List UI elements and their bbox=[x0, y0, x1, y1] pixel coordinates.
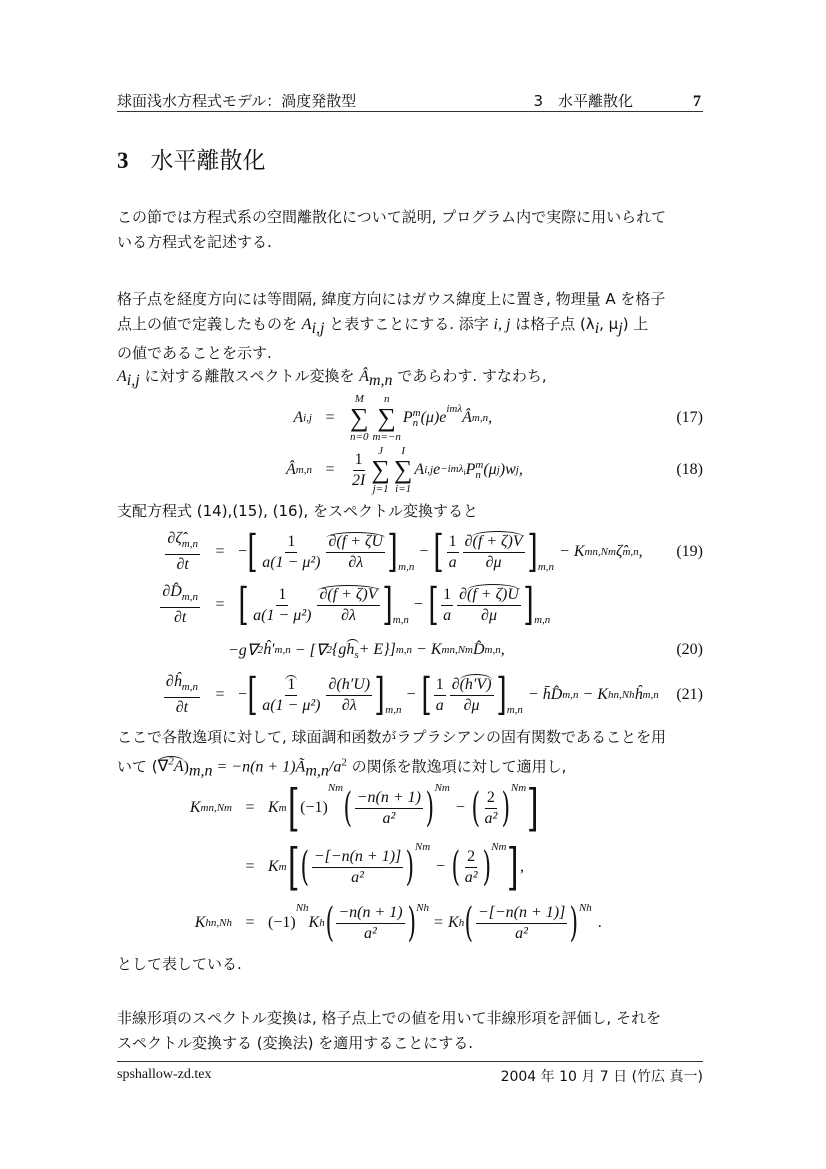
math-token: 1 bbox=[434, 676, 446, 696]
math-token: m bbox=[412, 407, 421, 419]
math-token: 水平離散化 bbox=[150, 148, 266, 174]
math-token: − bbox=[238, 686, 248, 703]
math-token: 2 bbox=[341, 756, 347, 769]
equation-number-19: (19) bbox=[676, 543, 703, 560]
math-token: m,n bbox=[181, 681, 198, 694]
math-token: ∂ bbox=[451, 675, 460, 693]
equation-k-m-2: = K m [ ( −[−n(n + 1)] a² ) Nm − ( 2 a² ) Nm ] , bbox=[117, 839, 703, 895]
math-token: スペクトル変換する (変換法) を適用することにする. bbox=[117, 1034, 474, 1052]
math-token: a bbox=[435, 696, 444, 714]
math-token: m,n bbox=[622, 546, 639, 558]
math-token: Nm bbox=[434, 782, 450, 794]
math-token: − [∇ bbox=[294, 642, 327, 659]
math-token: m,n bbox=[562, 689, 579, 701]
header-rule bbox=[117, 111, 703, 112]
math-token: mn,Nm bbox=[584, 546, 616, 558]
math-token: s bbox=[354, 649, 359, 662]
math-token: {g bbox=[331, 641, 347, 658]
math-token: であらわす. すなわち, bbox=[392, 367, 547, 385]
math-token: = bbox=[245, 858, 255, 875]
math-token: i=1 bbox=[395, 483, 412, 495]
math-token: m,n bbox=[642, 689, 659, 701]
math-token: /a bbox=[328, 758, 342, 776]
math-token: ∂ĥ bbox=[165, 672, 182, 690]
math-token: a² bbox=[484, 809, 498, 827]
equation-20-line-2 bbox=[228, 636, 703, 664]
math-token: − bbox=[406, 686, 416, 703]
math-token: Nm bbox=[414, 841, 431, 853]
math-token: この節では方程式系の空間離散化について説明, プログラム内で実際に用いられて bbox=[117, 208, 667, 226]
math-token: (−1) bbox=[268, 914, 296, 931]
math-token: j bbox=[618, 320, 623, 337]
math-token: n bbox=[383, 393, 390, 405]
math-token: P bbox=[402, 409, 413, 426]
math-token: hn,Nh bbox=[607, 689, 635, 701]
math-token: m,n bbox=[385, 704, 402, 716]
math-token: ∂t bbox=[176, 556, 189, 574]
equation-19: $\partial\zetâ_{m,n}$ ∂t = − [ 1 a(1 − μ²) ∂(f + ζU ∂λ ] m,n − [ 1 a ∂(f + ζ)V ∂μ ] m,n − K mn,Nm ζ̂ m,n , (19) bbox=[167, 526, 703, 577]
math-token: ζ̂ bbox=[615, 543, 623, 560]
math-token: − bbox=[436, 858, 446, 875]
equation-number-20: (20) bbox=[676, 641, 703, 658]
math-token: I bbox=[401, 445, 405, 457]
paragraph-6: として表している. bbox=[117, 955, 242, 973]
math-token: −n(n + 1) bbox=[336, 904, 404, 924]
math-token: − bbox=[419, 543, 429, 560]
math-token: −n(n + 1) bbox=[355, 789, 423, 809]
math-token: −[−n(n + 1)] bbox=[476, 904, 568, 924]
math-token: m bbox=[278, 802, 287, 814]
math-token: m,n bbox=[537, 561, 555, 573]
math-token: いて ( bbox=[117, 757, 158, 776]
math-token: i,j bbox=[424, 464, 434, 476]
math-token: mn,Nm bbox=[200, 802, 232, 814]
math-token: a² bbox=[515, 924, 528, 942]
math-token: n=0 bbox=[350, 431, 369, 443]
math-token: (f + ζ)V bbox=[472, 532, 523, 550]
math-token: m,n bbox=[395, 644, 413, 656]
footer-rule bbox=[117, 1061, 703, 1062]
math-token: ĥ bbox=[634, 686, 643, 703]
math-token: −imλ bbox=[440, 462, 464, 475]
math-token: ∂D̂ bbox=[162, 582, 182, 600]
math-token: Â bbox=[286, 461, 296, 478]
math-token: ) 上 bbox=[622, 315, 649, 333]
math-token: mn,Nm bbox=[441, 644, 473, 656]
math-token: , bbox=[518, 461, 523, 478]
math-token: m,n bbox=[506, 704, 523, 716]
math-token: 2 bbox=[326, 644, 332, 656]
math-token: (μ bbox=[483, 461, 497, 478]
math-token: ) bbox=[183, 758, 189, 776]
equation-21: $\partial ĥ_{m,n}$ ∂t = − [ 1 a(1 − μ²) ∂(h′U) ∂λ ] m,n − [ 1 a ∂(h′V) ∂μ ] m,n − h̄D̂ m,n − K hn,Nh ĥ m,n (21) bbox=[165, 669, 703, 720]
math-token: + E}] bbox=[358, 641, 396, 658]
math-token: m,n bbox=[181, 538, 198, 551]
math-token: m,n bbox=[305, 762, 329, 780]
math-token: −g∇ bbox=[228, 642, 258, 659]
equation-k-h: K hn,Nh = (−1) Nh K h ( −n(n + 1) a² ) Nh = K h ( −[−n(n + 1)] a² ) Nh . bbox=[194, 900, 602, 946]
math-token: K bbox=[268, 799, 279, 816]
math-token: − bbox=[238, 543, 248, 560]
math-token: A bbox=[301, 316, 312, 333]
math-token: (−1) bbox=[300, 799, 328, 816]
math-token: 2 bbox=[485, 789, 497, 809]
math-token: , μ bbox=[599, 315, 619, 333]
math-token: K bbox=[308, 914, 320, 931]
math-token: ∑ bbox=[350, 403, 369, 432]
math-token: a bbox=[443, 606, 452, 624]
math-token: 格子点を経度方向には等間隔, 緯度方向にはガウス緯度上に置き, 物理量 A を格子 bbox=[117, 290, 666, 308]
math-token: − K bbox=[582, 686, 608, 703]
math-token: Â bbox=[359, 368, 369, 385]
math-token: ∂t bbox=[175, 699, 189, 717]
math-token: Nm bbox=[327, 782, 344, 794]
math-token: ∑ bbox=[377, 403, 396, 432]
math-token: A bbox=[173, 758, 184, 776]
math-token: ここで各散逸項に対して, 球面調和函数がラプラシアンの固有関数であることを用 bbox=[117, 728, 666, 746]
math-token: j=1 bbox=[372, 483, 389, 495]
paragraph-5 bbox=[117, 725, 703, 780]
page-number: 7 bbox=[693, 93, 701, 110]
math-token: P bbox=[465, 461, 476, 478]
section-title bbox=[117, 142, 266, 175]
math-token: m,n bbox=[398, 561, 415, 573]
math-token: − K bbox=[416, 641, 442, 658]
math-token: m=−n bbox=[372, 431, 401, 443]
equation-17 bbox=[200, 393, 703, 443]
math-token: m,n bbox=[392, 614, 409, 626]
equation-k-m: K mn,Nm = K m [ (−1) Nm ( −n(n + 1) a² ) Nm − ( 2 a² ) Nm ] bbox=[189, 779, 539, 837]
math-token: m,n bbox=[188, 762, 213, 780]
math-token: hn,Nh bbox=[205, 917, 232, 929]
math-token: 1 bbox=[276, 586, 288, 606]
math-token: m,n bbox=[369, 372, 393, 389]
math-token: (f + ζ)U bbox=[467, 585, 519, 603]
paragraph-7 bbox=[117, 1006, 703, 1056]
paragraph-1 bbox=[117, 205, 703, 255]
math-token: m,n bbox=[295, 464, 312, 476]
math-token: a(1 − μ²) bbox=[253, 606, 312, 624]
math-token: = −n(n + 1)Ã bbox=[212, 758, 306, 776]
footer-filename: spshallow-zd.tex bbox=[117, 1067, 212, 1082]
paragraph-3 bbox=[117, 364, 703, 389]
math-token: )w bbox=[499, 461, 516, 478]
math-token: ∂μ bbox=[485, 553, 502, 571]
math-token: (h′V) bbox=[459, 675, 492, 693]
math-token: j bbox=[496, 464, 500, 476]
math-token: 2 bbox=[168, 756, 174, 768]
math-token: ∂λ bbox=[348, 554, 364, 571]
math-token: ∑ bbox=[371, 455, 390, 484]
math-token: imλ bbox=[446, 403, 463, 415]
math-token: 点上の値で定義したものを bbox=[117, 315, 302, 333]
math-token: , bbox=[500, 641, 505, 658]
math-token: ∂ bbox=[464, 532, 473, 550]
math-token: 2 bbox=[257, 644, 263, 656]
equation-18 bbox=[200, 445, 703, 495]
math-token: ∂ζ̂ bbox=[167, 529, 182, 547]
math-token: ∂λ bbox=[341, 607, 356, 624]
math-token: Â bbox=[462, 409, 472, 426]
math-token: = bbox=[245, 799, 255, 816]
math-token: ∇ bbox=[157, 758, 169, 776]
math-token: K bbox=[448, 914, 459, 931]
math-token: i, j bbox=[493, 316, 511, 333]
math-token: n bbox=[475, 469, 481, 481]
math-token: − h̄D̂ bbox=[527, 686, 563, 703]
math-token: m bbox=[475, 459, 484, 471]
math-token: , bbox=[519, 858, 524, 875]
math-token: −[−n(n + 1)] bbox=[312, 848, 404, 868]
math-token: i,j bbox=[311, 320, 325, 337]
math-token: の関係を散逸項に対して適用し, bbox=[346, 757, 567, 776]
math-token: e bbox=[433, 461, 441, 478]
math-token: K bbox=[189, 799, 201, 816]
math-token: A bbox=[414, 461, 425, 478]
math-token: , bbox=[488, 409, 493, 426]
math-token: m,n bbox=[274, 644, 291, 656]
math-token: 2I bbox=[352, 471, 366, 489]
math-token: j bbox=[515, 464, 519, 476]
math-token: J bbox=[378, 445, 384, 457]
math-token: a² bbox=[464, 868, 478, 886]
math-token: h bbox=[458, 917, 465, 929]
math-token: Nh bbox=[578, 902, 592, 914]
math-token: に対する離散スペクトル変換を bbox=[139, 367, 360, 385]
math-token: K bbox=[194, 914, 206, 931]
math-token: ∂ bbox=[459, 585, 467, 603]
math-token: a² bbox=[351, 868, 364, 886]
math-token: A bbox=[117, 368, 127, 385]
math-token: . bbox=[597, 914, 602, 931]
math-token: h bbox=[319, 917, 325, 929]
equation-number-21: (21) bbox=[676, 686, 703, 703]
math-token: 1 bbox=[285, 533, 297, 553]
math-token: ∂μ bbox=[481, 606, 497, 624]
math-token: = bbox=[434, 914, 444, 931]
header-section: 3 水平離散化 bbox=[533, 92, 633, 110]
footer-date: 2004 年 10 月 7 日 (竹広 真一) bbox=[500, 1069, 703, 1085]
math-token: Nh bbox=[416, 902, 430, 914]
math-token: Nm bbox=[510, 782, 527, 794]
math-token: m,n bbox=[471, 412, 489, 424]
math-token: m,n bbox=[181, 591, 198, 604]
math-token: 1 bbox=[353, 451, 365, 471]
math-token: A bbox=[293, 409, 304, 426]
equation-20: $\partial D̂_{m,n}$ ∂t = [ 1 a(1 − μ²) ∂(f + ζ)V ∂λ ] m,n − [ 1 a ∂(f + ζ)U ∂μ ] m,n bbox=[162, 579, 551, 630]
math-token: 1 bbox=[441, 586, 453, 606]
equation-number-17: (17) bbox=[676, 409, 703, 426]
math-token: m bbox=[278, 861, 287, 873]
math-token: と表すことにする. 添字 bbox=[324, 315, 494, 333]
math-token: Nm bbox=[491, 841, 507, 853]
math-token: i,j bbox=[126, 372, 140, 389]
math-token: a² bbox=[364, 924, 377, 942]
math-token: は格子点 (λ bbox=[510, 315, 595, 333]
math-token: ∂t bbox=[173, 609, 187, 627]
math-token: Nh bbox=[295, 902, 309, 914]
math-token: の値であることを示す. bbox=[117, 344, 272, 362]
math-token: M bbox=[354, 393, 364, 405]
math-token: , bbox=[638, 543, 643, 560]
math-token: 1 bbox=[285, 675, 297, 696]
header-title: 球面浅水方程式モデル：渦度発散型 bbox=[117, 92, 357, 110]
math-token: n bbox=[412, 417, 419, 429]
math-token: D̂ bbox=[472, 641, 485, 658]
math-token: いる方程式を記述する. bbox=[117, 233, 272, 251]
math-token: − K bbox=[559, 543, 585, 560]
math-token: − bbox=[455, 799, 465, 816]
equation-number-18: (18) bbox=[676, 461, 703, 478]
math-token: ∂μ bbox=[463, 696, 480, 714]
paragraph-4: 支配方程式 (14),(15), (16), をスペクトル変換すると bbox=[117, 502, 478, 520]
math-token: ∂(f + ζ)V bbox=[317, 585, 379, 606]
math-token: 非線形項のスペクトル変換は, 格子点上での値を用いて非線形項を評価し, それを bbox=[117, 1009, 662, 1027]
math-token: = bbox=[325, 409, 335, 426]
math-token: K bbox=[268, 858, 279, 875]
math-token: ĥ′ bbox=[263, 641, 275, 658]
math-token: a bbox=[448, 553, 457, 571]
math-token: m,n bbox=[534, 614, 551, 626]
paragraph-2 bbox=[117, 287, 703, 366]
math-token: = bbox=[325, 461, 335, 478]
math-token: a(1 − μ²) bbox=[262, 697, 321, 714]
math-token: 2 bbox=[465, 848, 477, 868]
math-token: ∑ bbox=[393, 455, 413, 484]
math-token: ∂(f + ζU bbox=[326, 532, 385, 553]
math-token: (μ)e bbox=[420, 409, 447, 426]
math-token: = bbox=[245, 914, 255, 931]
math-token: ∂(h′U) bbox=[326, 676, 372, 696]
math-token: h bbox=[346, 640, 355, 658]
math-token: i bbox=[594, 320, 600, 337]
math-token: ∂λ bbox=[341, 696, 357, 714]
math-token: i,j bbox=[303, 412, 312, 424]
math-token: − bbox=[413, 596, 423, 613]
math-token: 3 bbox=[117, 148, 129, 173]
math-token: a(1 − μ²) bbox=[262, 553, 321, 571]
math-token: i bbox=[463, 468, 466, 478]
math-token: 1 bbox=[447, 533, 459, 553]
math-token: m,n bbox=[484, 644, 501, 656]
math-token: a² bbox=[382, 809, 396, 827]
